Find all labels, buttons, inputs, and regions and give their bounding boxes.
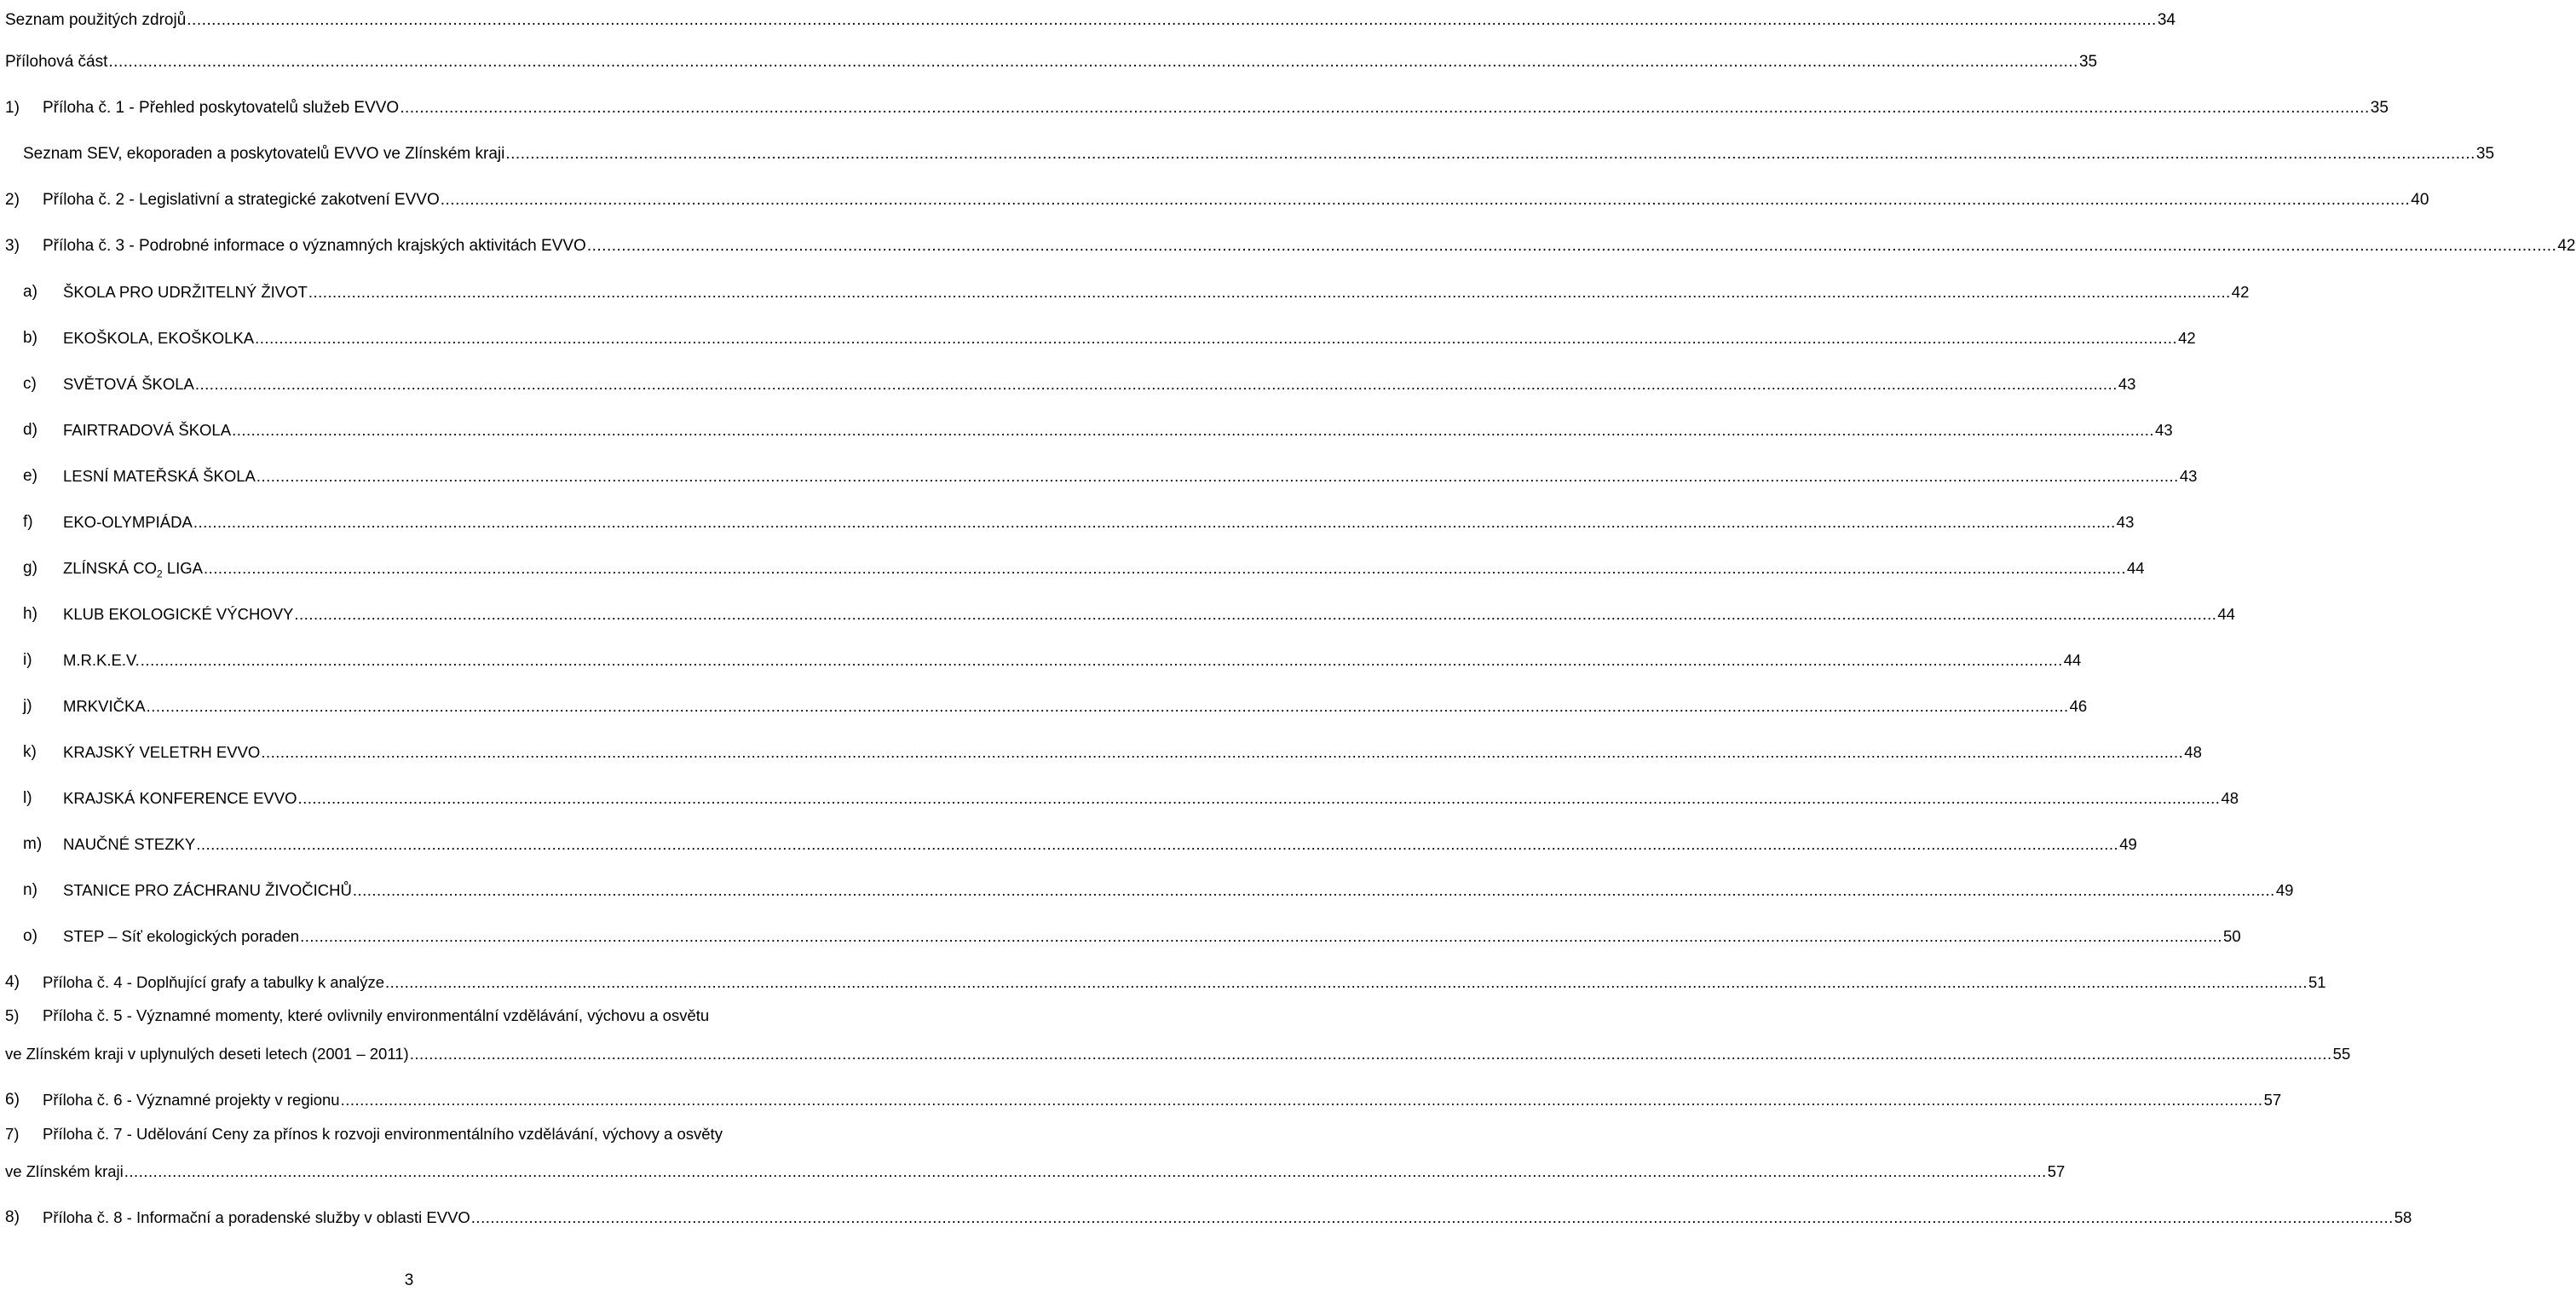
dot-leader: ................................................................................................................................................................................................................................................................................................................................................................................................................ — [204, 559, 2126, 577]
toc-entry-page: 49 — [2119, 835, 2137, 853]
toc-entry-page: 44 — [2217, 605, 2235, 623]
dot-leader: ................................................................................................................................................................................................................................................................................................................................................................................................................ — [108, 53, 2078, 71]
toc-entry-number: l) — [23, 789, 32, 807]
toc-entry-title-text: STANICE PRO ZÁCHRANU ŽIVOČICHŮ — [63, 881, 352, 899]
toc-entry[interactable] — [0, 832, 2137, 857]
toc-entry-number: 1) — [5, 99, 20, 117]
dot-leader: ................................................................................................................................................................................................................................................................................................................................................................................................................ — [440, 191, 2411, 209]
toc-entry[interactable] — [0, 970, 2326, 995]
toc-entry-page: 55 — [2332, 1045, 2351, 1063]
toc-entry-page: 51 — [2308, 973, 2326, 991]
toc-entry-page: 57 — [2263, 1091, 2282, 1109]
toc-entry-number: e) — [23, 467, 37, 485]
dot-leader: ................................................................................................................................................................................................................................................................................................................................................................................................................ — [124, 1162, 2047, 1180]
dot-leader: ................................................................................................................................................................................................................................................................................................................................................................................................................ — [232, 421, 2155, 439]
toc-entry-number: f) — [23, 513, 33, 531]
toc-entry-title-text: M.R.K.E.V. — [63, 651, 140, 669]
dot-leader: ................................................................................................................................................................................................................................................................................................................................................................................................................ — [194, 375, 2118, 393]
toc-entry-number: b) — [23, 329, 37, 347]
toc-entry-number: k) — [23, 743, 37, 761]
toc-entry-page: 49 — [2275, 881, 2294, 899]
toc-entry-title — [5, 1159, 124, 1184]
toc-entry[interactable] — [0, 786, 2239, 811]
toc-entry-title-text: EKOŠKOLA, EKOŠKOLKA — [63, 329, 255, 347]
toc-entry-title-text: Seznam použitých zdrojů — [5, 11, 187, 29]
toc-entry-page: 43 — [2116, 513, 2135, 531]
toc-entry-title — [63, 832, 195, 857]
toc-entry-first-line — [5, 1003, 815, 1029]
dot-leader: ................................................................................................................................................................................................................................................................................................................................................................................................................ — [409, 1045, 2332, 1063]
toc-entry-page: 43 — [2118, 375, 2136, 393]
toc-entry-page: 35 — [2078, 53, 2098, 71]
dot-leader: ................................................................................................................................................................................................................................................................................................................................................................................................................ — [586, 237, 2557, 255]
toc-entry-title-text: Příloha č. 8 - Informační a poradenské služby v oblasti EVVO — [43, 1208, 470, 1226]
toc-entry-title — [63, 326, 254, 351]
toc-entry-title-text: ve Zlínském kraji — [5, 1162, 124, 1180]
dot-leader: ................................................................................................................................................................................................................................................................................................................................................................................................................ — [146, 697, 2069, 715]
toc-entry-title — [43, 233, 586, 259]
toc-entry[interactable] — [0, 280, 2250, 305]
toc-entry-title — [5, 8, 186, 33]
toc-entry-page: 57 — [2047, 1162, 2066, 1180]
toc-entry-title-line1: Příloha č. 5 - Významné momenty, které ovlivnily environmentální vzdělávání, výchovu a osvětu — [43, 1006, 710, 1024]
toc-entry-title-text: Příloha č. 2 - Legislativní a strategické zakotvení EVVO — [43, 191, 440, 209]
toc-entry-title — [63, 418, 231, 443]
toc-entry-number: j) — [23, 697, 32, 715]
toc-entry-first-line — [5, 1121, 815, 1147]
toc-entry-title-line1: Příloha č. 7 - Udělování Ceny za přínos k rozvoji environmentálního vzdělávání, výchovy a osvěty — [43, 1125, 723, 1143]
toc-entry-title-text: ve Zlínském kraji v uplynulých deseti letech (2001 – 2011) — [5, 1045, 409, 1063]
toc-entry-title — [5, 1041, 409, 1067]
toc-entry-title-text: MRKVIČKA — [63, 697, 146, 715]
dot-leader: ................................................................................................................................................................................................................................................................................................................................................................................................................ — [400, 99, 2370, 117]
toc-entry-page: 58 — [2394, 1208, 2412, 1226]
dot-leader: ................................................................................................................................................................................................................................................................................................................................................................................................................ — [470, 1208, 2394, 1226]
toc-entry-title-text: KRAJSKÁ KONFERENCE EVVO — [63, 789, 297, 807]
dot-leader: ................................................................................................................................................................................................................................................................................................................................................................................................................ — [505, 145, 2475, 163]
toc-entry[interactable] — [0, 95, 2389, 121]
toc-entry-page: 43 — [2179, 467, 2198, 485]
dot-leader: ................................................................................................................................................................................................................................................................................................................................................................................................................ — [187, 11, 2157, 29]
toc-entry-number: c) — [23, 375, 37, 393]
toc-entry-page: 42 — [2178, 329, 2196, 347]
toc-entry-number: o) — [23, 927, 37, 945]
toc-entry-subscript: 2 — [157, 568, 163, 580]
toc-entry-title-text: STEP – Síť ekologických poraden — [63, 927, 300, 945]
toc-entry-number: 2) — [5, 191, 20, 209]
dot-leader: ................................................................................................................................................................................................................................................................................................................................................................................................................ — [340, 1091, 2263, 1109]
toc-entry-title — [63, 510, 193, 535]
toc-entry[interactable] — [0, 233, 2576, 259]
toc-entry[interactable] — [0, 1159, 2066, 1184]
toc-entry-title-text: SVĚTOVÁ ŠKOLA — [63, 375, 194, 393]
toc-entry[interactable] — [0, 1205, 2412, 1230]
toc-entry-title-text: LESNÍ MATEŘSKÁ ŠKOLA — [63, 467, 256, 485]
dot-leader: ................................................................................................................................................................................................................................................................................................................................................................................................................ — [196, 835, 2119, 853]
toc-entry[interactable] — [0, 8, 2175, 33]
toc-entry-title-text: NAUČNÉ STEZKY — [63, 835, 196, 853]
toc-entry-title — [63, 648, 140, 673]
toc-entry[interactable] — [0, 510, 2135, 535]
toc-entry-title — [43, 970, 384, 995]
dot-leader: ................................................................................................................................................................................................................................................................................................................................................................................................................ — [352, 881, 2275, 899]
toc-entry[interactable] — [0, 49, 2098, 75]
toc-entry[interactable] — [0, 878, 2294, 903]
toc-entry-title-text: KLUB EKOLOGICKÉ VÝCHOVY — [63, 605, 294, 623]
toc-entry-title — [43, 187, 440, 213]
toc-entry[interactable] — [0, 1087, 2282, 1113]
toc-entry-page: 44 — [2126, 559, 2145, 577]
toc-entry-title-text: Přílohová část — [5, 53, 108, 71]
toc-entry-number: h) — [23, 605, 37, 623]
toc-entry-number: i) — [23, 651, 32, 669]
toc-entry-title — [63, 740, 260, 765]
toc-entry-title-text: ZLÍNSKÁ CO — [63, 559, 157, 577]
dot-leader: ................................................................................................................................................................................................................................................................................................................................................................................................................ — [255, 329, 2178, 347]
toc-entry-title — [63, 878, 352, 903]
toc-entry[interactable] — [0, 602, 2235, 627]
dot-leader: ................................................................................................................................................................................................................................................................................................................................................................................................................ — [300, 927, 2223, 945]
toc-entry-title — [43, 95, 399, 121]
toc-entry-title-text: FAIRTRADOVÁ ŠKOLA — [63, 421, 232, 439]
toc-entry-number: 4) — [5, 973, 20, 991]
toc-entry-title-text: ŠKOLA PRO UDRŽITELNÝ ŽIVOT — [63, 283, 308, 301]
toc-entry-number: 5) — [5, 1006, 20, 1024]
toc-entry-number: g) — [23, 559, 37, 577]
toc-entry-page: 42 — [2557, 237, 2576, 255]
toc-entry-number: n) — [23, 881, 37, 899]
toc-entry[interactable] — [0, 187, 2429, 213]
toc-entry[interactable] — [0, 141, 2495, 167]
toc-entry[interactable] — [0, 648, 2082, 673]
toc-entry-title-suffix: LIGA — [162, 559, 203, 577]
toc-entry-number: 3) — [5, 237, 20, 255]
toc-entry-page: 35 — [2475, 145, 2495, 163]
page-number: 3 — [404, 1271, 414, 1289]
toc-entry-number: a) — [23, 283, 37, 301]
toc-entry-title — [63, 924, 299, 949]
toc-entry-title — [63, 786, 297, 811]
toc-entry-page: 35 — [2370, 99, 2389, 117]
toc-entry[interactable] — [0, 464, 2198, 489]
toc-entry-number: d) — [23, 421, 37, 439]
toc-entry[interactable] — [0, 1041, 2351, 1067]
toc-entry-page: 44 — [2063, 651, 2082, 669]
toc-entry-page: 34 — [2157, 11, 2175, 29]
toc-entry-title — [63, 464, 256, 489]
toc-entry-page: 40 — [2411, 191, 2429, 209]
dot-leader: ................................................................................................................................................................................................................................................................................................................................................................................................................ — [193, 513, 2116, 531]
toc-entry-title — [63, 280, 308, 305]
toc-entry-page: 48 — [2184, 743, 2202, 761]
toc-entry[interactable] — [0, 694, 2088, 719]
toc-entry-number: 7) — [5, 1125, 20, 1143]
toc-entry[interactable] — [0, 924, 2241, 949]
toc-entry-title — [63, 694, 146, 719]
toc-entry-number: m) — [23, 835, 43, 853]
toc-entry-title-text: Příloha č. 1 - Přehled poskytovatelů služeb EVVO — [43, 99, 400, 117]
toc-entry-page: 43 — [2155, 421, 2173, 439]
toc-entry-title-text: Seznam SEV, ekoporaden a poskytovatelů EVVO ve Zlínském kraji — [23, 145, 505, 163]
toc-entry-title-text: Příloha č. 3 - Podrobné informace o významných krajských aktivitách EVVO — [43, 237, 586, 255]
toc-entry-title — [5, 49, 107, 75]
toc-entry-title-text: Příloha č. 6 - Významné projekty v regionu — [43, 1091, 340, 1109]
toc-entry-page: 42 — [2231, 283, 2250, 301]
toc-entry-page: 50 — [2223, 927, 2241, 945]
toc-entry[interactable] — [0, 372, 2136, 397]
toc-entry-title — [63, 556, 203, 587]
toc-entry[interactable] — [0, 556, 2145, 581]
toc-entry-title-text: Příloha č. 4 - Doplňující grafy a tabulky k analýze — [43, 973, 385, 991]
toc-entry-title — [63, 602, 293, 627]
toc-entry[interactable] — [0, 326, 2196, 351]
toc-entry[interactable] — [0, 418, 2173, 443]
toc-entry-page: 48 — [2221, 789, 2239, 807]
dot-leader: ................................................................................................................................................................................................................................................................................................................................................................................................................ — [256, 467, 2179, 485]
toc-entry-number: 8) — [5, 1208, 20, 1226]
dot-leader: ................................................................................................................................................................................................................................................................................................................................................................................................................ — [297, 789, 2221, 807]
toc-entry-title — [43, 1205, 470, 1230]
dot-leader: ................................................................................................................................................................................................................................................................................................................................................................................................................ — [385, 973, 2308, 991]
toc-entry-title-text: KRAJSKÝ VELETRH EVVO — [63, 743, 261, 761]
toc-entry[interactable] — [0, 740, 2202, 765]
toc-entry-page: 46 — [2069, 697, 2088, 715]
dot-leader: ................................................................................................................................................................................................................................................................................................................................................................................................................ — [308, 283, 2231, 301]
toc-entry-number: 6) — [5, 1091, 20, 1109]
dot-leader: ................................................................................................................................................................................................................................................................................................................................................................................................................ — [140, 651, 2063, 669]
toc-entry-title-text: EKO-OLYMPIÁDA — [63, 513, 193, 531]
dot-leader: ................................................................................................................................................................................................................................................................................................................................................................................................................ — [294, 605, 2217, 623]
toc-entry-title — [63, 372, 194, 397]
dot-leader: ................................................................................................................................................................................................................................................................................................................................................................................................................ — [261, 743, 2184, 761]
toc-entry-title — [23, 141, 504, 167]
toc-entry-title — [43, 1087, 340, 1113]
